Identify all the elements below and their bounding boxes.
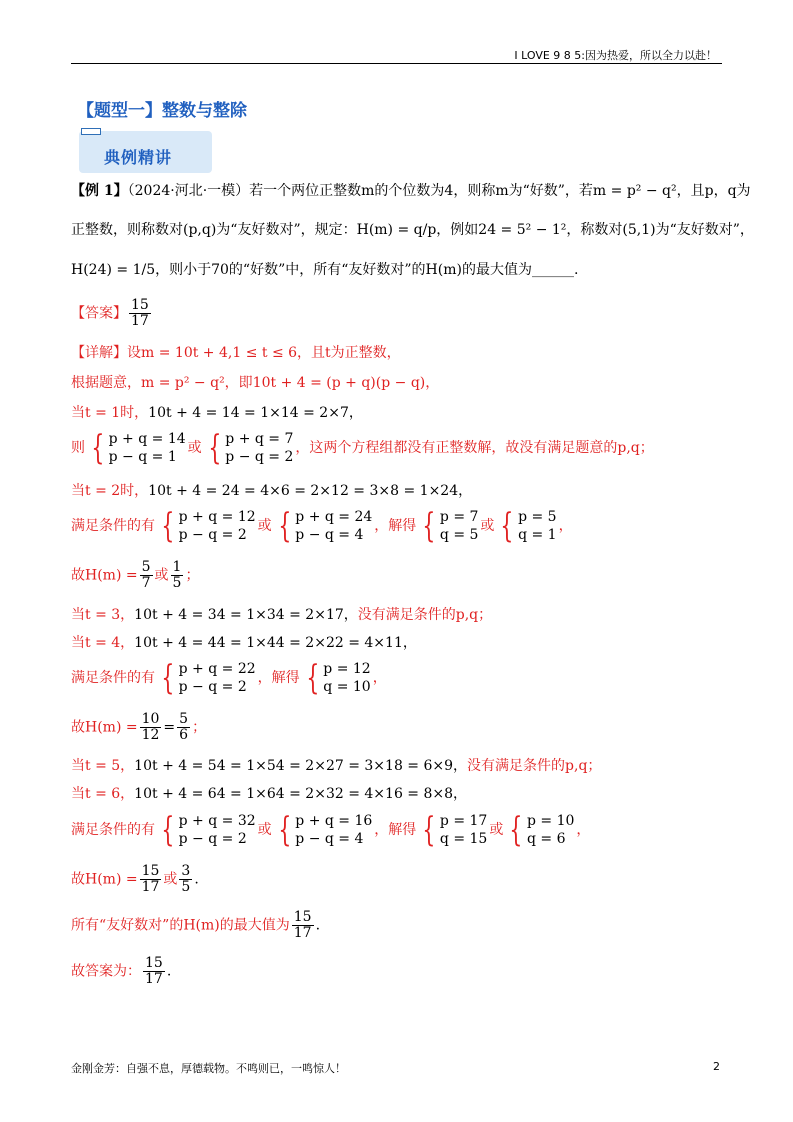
numerator: 15 — [293, 909, 312, 925]
fraction — [143, 956, 165, 987]
equation: q = 15 — [439, 831, 488, 847]
fraction — [171, 560, 184, 591]
or-word: 或 — [257, 518, 272, 534]
solution-line-1 — [71, 342, 401, 362]
denominator: 7 — [141, 575, 151, 591]
solve-word: ，解得 — [257, 670, 300, 686]
answer-fraction — [129, 298, 151, 329]
denominator: 17 — [293, 925, 312, 941]
page-number: 2 — [713, 1060, 720, 1073]
case-t4-label: 当t = 4， — [71, 635, 135, 651]
case-t4-factors: 10t + 4 = 44 = 1×44 = 2×22 = 4×11， — [134, 635, 417, 651]
equation-system: { p = 12 q = 10 — [305, 658, 371, 698]
or-word: 或 — [187, 440, 202, 456]
numerator: 5 — [141, 559, 151, 575]
punctuation: ； — [185, 567, 200, 584]
satisfy-text: 满足条件的有 — [71, 822, 155, 838]
numerator: 1 — [172, 559, 182, 575]
then-word: 则 — [71, 440, 85, 456]
punctuation: ， — [372, 670, 387, 686]
equation-system: { p + q = 24 p − q = 4 — [277, 506, 373, 546]
equation: p − q = 2 — [178, 831, 247, 847]
solution-line-13 — [71, 783, 467, 803]
equation-system: { p = 10 q = 6 — [509, 810, 575, 850]
denominator: 17 — [141, 879, 160, 895]
equation-system: { p + q = 14 p − q = 1 — [91, 428, 186, 468]
denominator: 5 — [172, 575, 182, 591]
equation: p + q = 24 — [295, 509, 373, 525]
solution-line-2: 根据题意，m = p² − q²，即10t + 4 = (p + q)(p − q)， — [71, 375, 440, 391]
case-t5-factors: 10t + 4 = 54 = 1×54 = 2×27 = 3×18 = 6×9， — [134, 758, 468, 774]
page-footer: 金刚金芳：自强不息，厚德载物。不鸣则已，一鸣惊人！ — [71, 1062, 346, 1075]
solution-line-12 — [71, 755, 601, 775]
page-header: I LOVE 9 8 5:因为热爱，所以全力以赴！ — [514, 49, 717, 62]
equation-system: { p = 7 q = 5 — [422, 506, 479, 546]
numerator: 10 — [141, 711, 160, 727]
solution-line-9 — [71, 632, 417, 652]
equation: p = 10 — [526, 813, 575, 829]
banner-label: 典例精讲 — [104, 148, 173, 167]
punctuation: ， — [576, 822, 591, 838]
answer-line — [71, 298, 153, 329]
therefore-text: 故H(m) = — [71, 871, 138, 888]
equation: p + q = 7 — [225, 431, 294, 447]
numerator: 15 — [145, 955, 163, 971]
equation-system: { p = 17 q = 15 — [422, 810, 488, 850]
fraction — [292, 910, 314, 941]
equation: p − q = 1 — [108, 449, 177, 465]
no-solution-text: 没有满足条件的p,q； — [357, 607, 493, 623]
case-t1-label: 当t = 1时， — [71, 405, 149, 421]
denominator: 17 — [145, 971, 163, 987]
equation-system: { p + q = 12 p − q = 2 — [161, 506, 256, 546]
solution-line-5 — [71, 480, 472, 500]
equation: q = 1 — [518, 527, 557, 543]
satisfy-text: 满足条件的有 — [71, 518, 155, 534]
fraction — [177, 712, 190, 743]
solve-word: ，解得 — [374, 822, 417, 838]
example-line-1 — [71, 180, 751, 200]
punctuation: . — [166, 963, 172, 980]
answer-label: 【答案】 — [71, 305, 127, 322]
solve-word: ，解得 — [374, 518, 417, 534]
or-word: 或 — [257, 822, 272, 838]
or-word: 或 — [480, 518, 495, 534]
numerator: 5 — [179, 711, 189, 727]
equation: p − q = 2 — [225, 449, 294, 465]
fraction — [179, 864, 192, 895]
equation: p − q = 2 — [178, 679, 247, 695]
equation: p = 7 — [439, 509, 479, 525]
banner-tab-decoration — [81, 128, 101, 135]
punctuation: ， — [558, 518, 573, 534]
equation-system: { p = 5 q = 1 — [500, 506, 557, 546]
numerator: 15 — [141, 863, 160, 879]
solution-line-16 — [71, 910, 320, 941]
answer-denominator: 17 — [131, 313, 149, 329]
solution-line-14 — [71, 812, 590, 848]
case-t2-factors: 10t + 4 = 24 = 4×6 = 2×12 = 3×8 = 1×24， — [148, 483, 473, 499]
example-source: （2024·河北·一模） — [127, 183, 250, 199]
denominator: 6 — [179, 727, 189, 743]
denominator: 5 — [181, 879, 191, 895]
equation: q = 6 — [526, 831, 566, 847]
punctuation: . — [315, 917, 321, 934]
equation: p + q = 32 — [178, 813, 256, 829]
equation-system: { p + q = 22 p − q = 2 — [161, 658, 256, 698]
case-t5-label: 当t = 5， — [71, 758, 135, 774]
solution-line-4 — [71, 430, 654, 466]
answer-numerator: 15 — [131, 297, 149, 313]
example-line-3 — [71, 259, 578, 279]
example-label: 【例 1】 — [71, 183, 128, 199]
solution-label: 【详解】 — [71, 345, 127, 361]
solution-line-10 — [71, 660, 387, 696]
equation: q = 5 — [439, 527, 479, 543]
solution-line-8 — [71, 604, 492, 624]
satisfy-text: 满足条件的有 — [71, 670, 155, 686]
equation: p + q = 14 — [108, 431, 186, 447]
solution-line-6 — [71, 508, 573, 544]
or-word: 或 — [163, 871, 178, 888]
case-t3-factors: 10t + 4 = 34 = 1×34 = 2×17， — [134, 607, 358, 623]
case-t6-factors: 10t + 4 = 64 = 1×64 = 2×32 = 4×16 = 8×8， — [134, 786, 468, 802]
example-text-3: H(24) = 1/5，则小于70的“好数”中，所有“友好数对”的H(m)的最大值为______. — [71, 262, 579, 278]
case-t1-factors: 10t + 4 = 14 = 1×14 = 2×7， — [148, 405, 363, 421]
solution-line-3 — [71, 402, 363, 422]
example-line-2: 正整数，则称数对(p,q)为“友好数对”，规定：H(m) = q/p，例如24 = 5² − 1²，称数对(5,1)为“友好数对”， — [71, 222, 754, 238]
case-t6-label: 当t = 6， — [71, 786, 135, 802]
equation: p − q = 2 — [178, 527, 247, 543]
example-text-1: 若一个两位正整数m的个位数为4，则称m为“好数”，若m = p² − q²，且p，q为 — [249, 183, 751, 199]
no-solution-text: ，这两个方程组都没有正整数解，故没有满足题意的p,q； — [295, 440, 654, 456]
equals-sign: = — [163, 719, 176, 736]
fraction — [140, 560, 153, 591]
section-title: 【题型一】整数与整除 — [77, 101, 247, 121]
equation: p = 12 — [323, 661, 371, 677]
no-solution-text: 没有满足条件的p,q； — [467, 758, 602, 774]
fraction — [140, 712, 162, 743]
equation: p + q = 16 — [295, 813, 373, 829]
equation: p − q = 4 — [295, 831, 364, 847]
punctuation: ； — [192, 719, 207, 736]
equation: p − q = 4 — [295, 527, 364, 543]
final-answer-text: 故答案为： — [71, 963, 141, 980]
therefore-text: 故H(m) = — [71, 719, 138, 736]
numerator: 3 — [181, 863, 191, 879]
equation: p + q = 22 — [178, 661, 256, 677]
equation: p = 5 — [518, 509, 557, 525]
punctuation: . — [194, 871, 199, 888]
equation-system: { p + q = 32 p − q = 2 — [161, 810, 256, 850]
equation-system: { p + q = 16 p − q = 4 — [277, 810, 373, 850]
equation-system: { p + q = 7 p − q = 2 — [207, 428, 294, 468]
denominator: 12 — [141, 727, 160, 743]
therefore-text: 故H(m) = — [71, 567, 138, 584]
fraction — [140, 864, 162, 895]
equation: p = 17 — [439, 813, 488, 829]
equation: p + q = 12 — [178, 509, 256, 525]
header-divider — [71, 63, 722, 64]
equation: q = 10 — [323, 679, 371, 695]
solution-line-11 — [71, 712, 206, 743]
or-word: 或 — [154, 567, 169, 584]
solution-line-17 — [71, 956, 171, 987]
solution-line-15 — [71, 864, 199, 895]
max-value-text: 所有“友好数对”的H(m)的最大值为 — [71, 917, 290, 934]
case-t3-label: 当t = 3， — [71, 607, 135, 623]
or-word: 或 — [489, 822, 504, 838]
solution-text-1: 设m = 10t + 4,1 ≤ t ≤ 6，且t为正整数， — [127, 345, 401, 361]
solution-line-7 — [71, 560, 199, 591]
case-t2-label: 当t = 2时， — [71, 483, 149, 499]
